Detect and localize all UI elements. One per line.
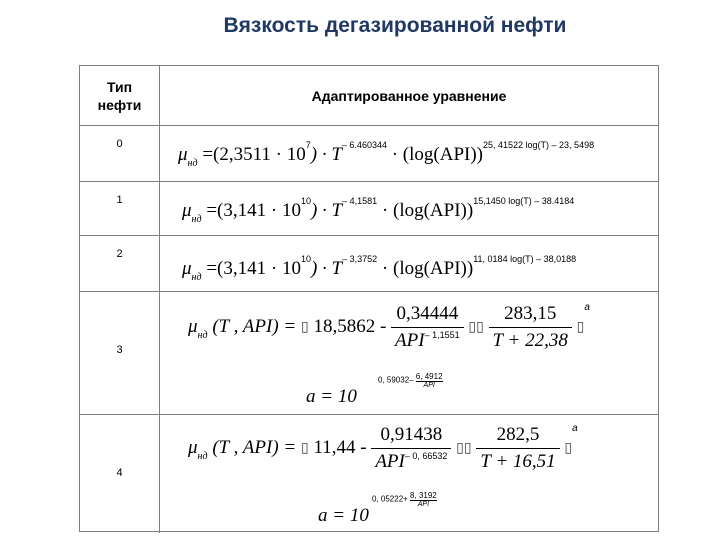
equation-cell: [160, 236, 658, 291]
equation-cell: [160, 415, 658, 533]
equation-cell: [160, 182, 658, 235]
type-cell: [80, 415, 160, 533]
type-value: 2: [116, 248, 123, 260]
type-cell: [80, 126, 160, 181]
type-value: 4: [116, 467, 123, 479]
type-cell: [80, 182, 160, 235]
a-exponent-3: 0, 59032– 6, 4912 API: [378, 372, 443, 389]
type-value: 0: [116, 138, 123, 150]
equation-4: $\mu_{нд}$ (T , API) = ▯ 11,44 - $\frac{0,91438}{API^{- 0, 66532}}$ ▯▯ $\frac{282,5}{T + 16,51}$ ▯$^a$: [188, 423, 578, 473]
header-type-line1: Тип: [106, 78, 133, 95]
table-row: [80, 235, 658, 291]
type-cell: [80, 292, 160, 414]
equation-cell: [160, 126, 658, 181]
table-row: [80, 181, 658, 235]
table-row: [80, 125, 658, 181]
a-exponent-4: 0, 05222+ 8, 3192 API: [372, 491, 437, 508]
header-type-cell: [80, 66, 160, 125]
header-equation-cell: [160, 66, 658, 125]
page-title: Вязкость дегазированной нефти: [223, 14, 567, 37]
a-definition-4: a = 10: [318, 505, 369, 526]
table-header-row: [80, 66, 658, 125]
a-definition-3: a = 10: [306, 386, 357, 407]
header-equation-label: Адаптированное уравнение: [311, 87, 507, 104]
viscosity-table: [79, 65, 659, 532]
equation-cell: [160, 292, 658, 414]
type-cell: [80, 236, 160, 291]
equation-2: $\mu_{нд} =(3,141 \cdot 10^{10}) \cdot T^{- 3,3752} \cdot (\log(API))^{11, 0184 log(T) - 38,0188}$: [182, 254, 577, 283]
header-type-line2: нефти: [97, 96, 142, 113]
equation-1: $\mu_{нд} =(3,141 \cdot 10^{10}) \cdot T^{- 4,1581} \cdot (\log(API))^{15,1450 log(T) - 38.4184}$: [182, 196, 575, 225]
type-value: 1: [116, 194, 123, 206]
type-value: 3: [116, 344, 123, 356]
equation-0: $\mu_{нд} =(2,3511 \cdot 10^7) \cdot T^{- 6.460344} \cdot (\log(API))^{25, 41522 log(T) - 23, 5498}$: [178, 140, 595, 169]
equation-3: $\mu_{нд}$ (T , API) = ▯ 18,5862 - $\frac{0,34444}{API^{- 1,1551}}$ ▯▯ $\frac{283,15}{T + 22,38}$ ▯$^a$: [188, 302, 590, 352]
table-row: [80, 291, 658, 414]
table-row: [80, 414, 658, 533]
